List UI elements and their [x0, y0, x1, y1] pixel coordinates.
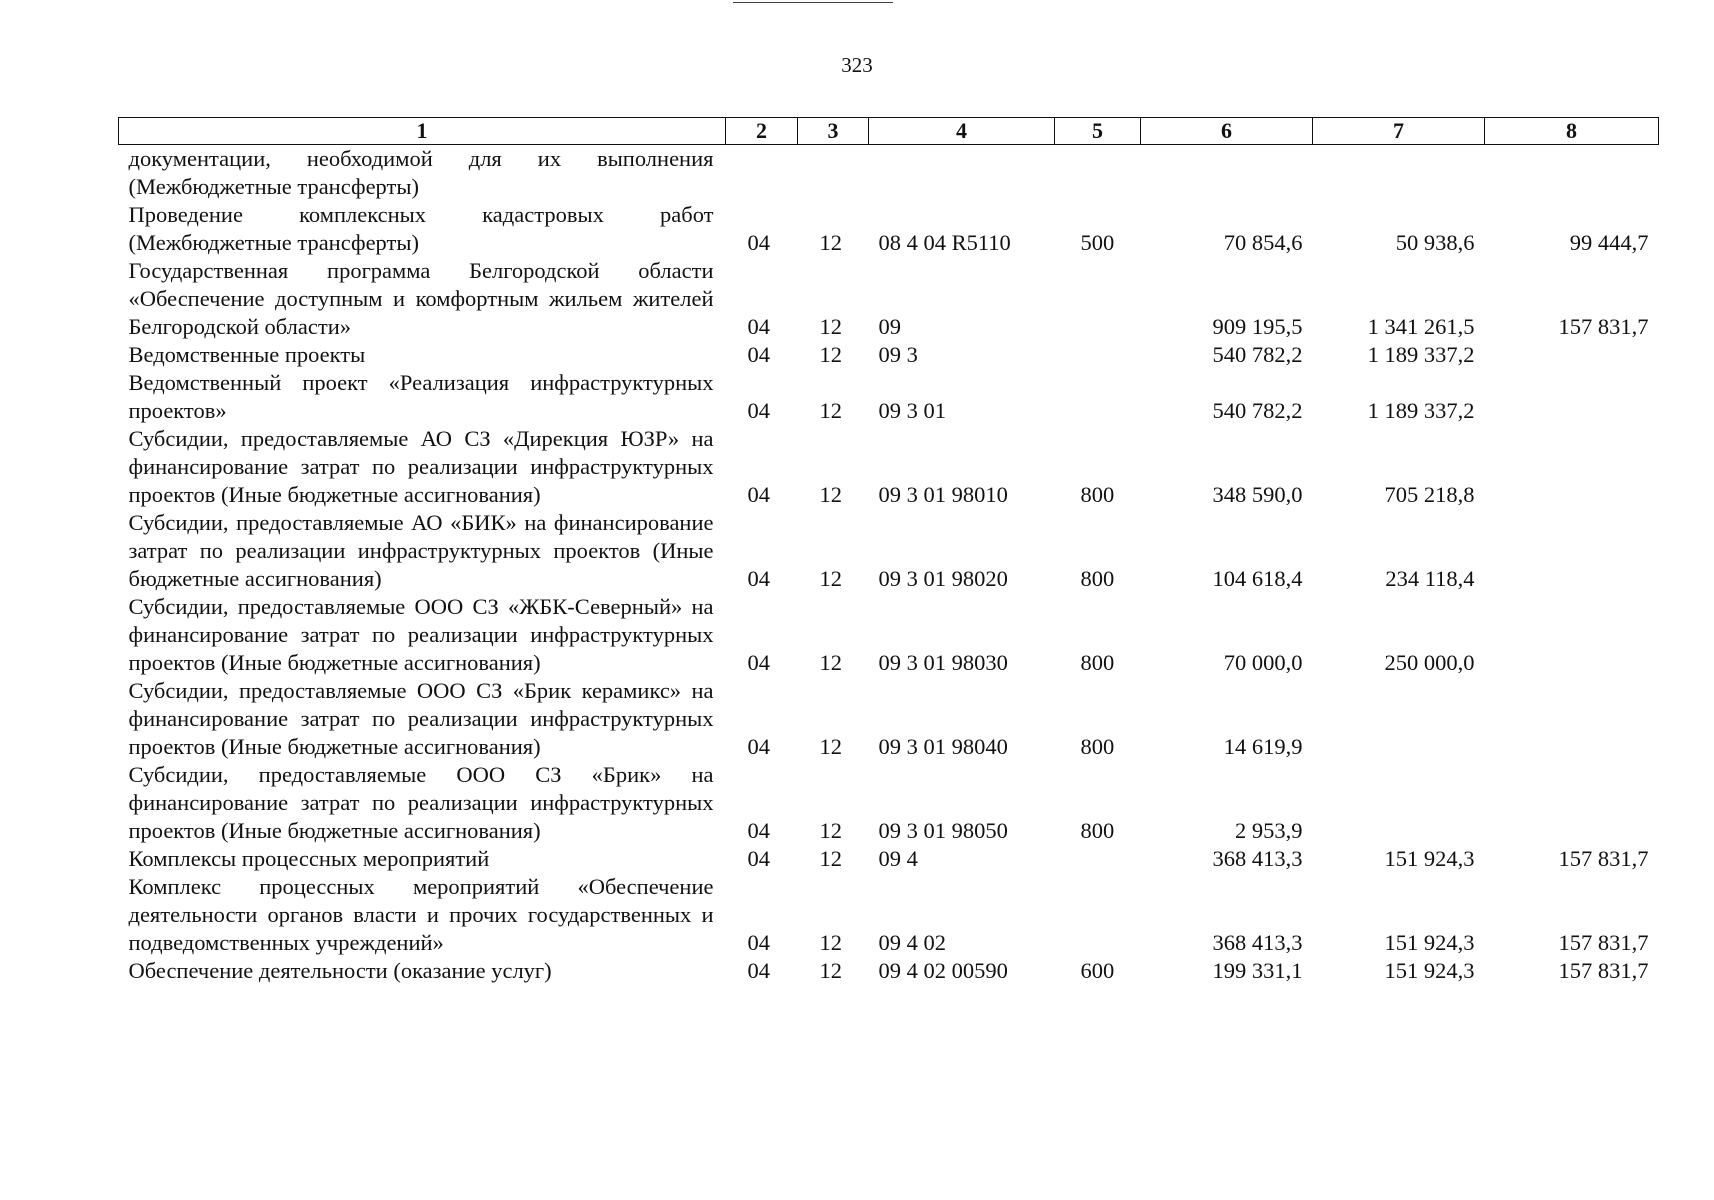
row-amount-8: 157 831,7 — [1558, 958, 1649, 983]
row-expense-type: 800 — [1080, 482, 1115, 507]
row-subsection: 12 — [819, 482, 842, 507]
row-amount-7: 250 000,0 — [1384, 650, 1475, 675]
col-header-8: 8 — [1485, 118, 1659, 145]
row-section: 04 — [747, 846, 770, 871]
row-amount-7 — [1313, 145, 1485, 202]
col-header-2: 2 — [726, 118, 798, 145]
col-header-7: 7 — [1313, 118, 1485, 145]
row-target-code: 09 4 02 — [878, 930, 946, 955]
row-subsection: 12 — [819, 314, 842, 339]
table-row — [119, 257, 1659, 341]
row-amount-6: 368 413,3 — [1212, 930, 1303, 955]
table-row — [119, 677, 1659, 761]
row-name: Обеспечение деятельности (оказание услуг) — [128, 958, 552, 983]
row-amount-6: 70 000,0 — [1223, 650, 1303, 675]
row-subsection: 12 — [819, 342, 842, 367]
row-amount-6: 909 195,5 — [1212, 314, 1303, 339]
row-section: 04 — [747, 230, 770, 255]
row-expense-type: 600 — [1080, 958, 1115, 983]
table-row — [119, 369, 1659, 425]
row-expense-type: 800 — [1080, 734, 1115, 759]
row-amount-6: 348 590,0 — [1212, 482, 1303, 507]
budget-table — [118, 117, 1659, 985]
row-amount-8 — [1485, 677, 1659, 761]
row-target-code: 09 — [878, 314, 901, 339]
row-section: 04 — [747, 650, 770, 675]
row-target-code: 09 3 01 — [878, 398, 946, 423]
row-section: 04 — [747, 482, 770, 507]
row-section: 04 — [747, 398, 770, 423]
row-amount-7: 234 118,4 — [1385, 566, 1475, 591]
row-expense-type — [1055, 873, 1141, 957]
row-amount-7: 705 218,8 — [1384, 482, 1475, 507]
row-amount-7: 151 924,3 — [1384, 958, 1475, 983]
table-row — [119, 145, 1659, 202]
row-amount-8 — [1485, 509, 1659, 593]
row-amount-8: 157 831,7 — [1558, 314, 1649, 339]
row-amount-8 — [1485, 341, 1659, 369]
table-row — [119, 593, 1659, 677]
row-amount-7: 50 938,6 — [1395, 230, 1475, 255]
row-section: 04 — [747, 958, 770, 983]
row-target-code — [869, 145, 1055, 202]
row-name: Ведомственный проект «Реализация инфраструктурных проектов» — [128, 370, 714, 423]
row-amount-7 — [1313, 761, 1485, 845]
row-subsection: 12 — [819, 958, 842, 983]
row-section: 04 — [747, 818, 770, 843]
row-expense-type — [1055, 145, 1141, 202]
row-target-code: 09 3 01 98010 — [878, 482, 1008, 507]
col-header-1: 1 — [119, 118, 726, 145]
row-amount-6: 70 854,6 — [1223, 230, 1303, 255]
row-name: документации, необходимой для их выполнения (Межбюджетные трансферты) — [128, 146, 714, 199]
row-amount-7: 1 189 337,2 — [1367, 342, 1475, 367]
col-header-3: 3 — [798, 118, 869, 145]
row-amount-6: 540 782,2 — [1212, 398, 1303, 423]
row-amount-8 — [1485, 425, 1659, 509]
row-section: 04 — [747, 734, 770, 759]
row-amount-8 — [1485, 761, 1659, 845]
page-number: 323 — [841, 53, 873, 77]
row-subsection: 12 — [819, 818, 842, 843]
row-amount-6: 2 953,9 — [1235, 818, 1303, 843]
row-expense-type — [1055, 341, 1141, 369]
row-expense-type — [1055, 369, 1141, 425]
row-expense-type: 500 — [1080, 230, 1115, 255]
row-subsection: 12 — [819, 230, 842, 255]
row-amount-7: 151 924,3 — [1384, 846, 1475, 871]
row-section — [726, 145, 798, 202]
row-subsection: 12 — [819, 650, 842, 675]
row-subsection: 12 — [819, 930, 842, 955]
row-subsection — [798, 145, 869, 202]
table-row — [119, 957, 1659, 985]
row-amount-7 — [1313, 677, 1485, 761]
row-section: 04 — [747, 342, 770, 367]
row-amount-6 — [1141, 145, 1313, 202]
row-amount-8 — [1485, 145, 1659, 202]
row-section: 04 — [747, 314, 770, 339]
row-amount-6: 199 331,1 — [1212, 958, 1303, 983]
col-header-5: 5 — [1055, 118, 1141, 145]
row-section: 04 — [747, 930, 770, 955]
row-expense-type: 800 — [1080, 566, 1115, 591]
row-target-code: 09 4 02 00590 — [878, 958, 1008, 983]
row-expense-type — [1055, 257, 1141, 341]
row-expense-type: 800 — [1080, 818, 1115, 843]
row-name: Субсидии, предоставляемые АО «БИК» на финансирование затрат по реализации инфраструктурных проектов (Иные бюджетные ассигнования) — [128, 510, 714, 591]
col-header-4: 4 — [869, 118, 1055, 145]
row-name: Субсидии, предоставляемые ООО СЗ «ЖБК-Северный» на финансирование затрат по реализации инфраструктурных проектов (Иные бюджетные ассигнования) — [128, 594, 714, 675]
row-amount-6: 368 413,3 — [1212, 846, 1303, 871]
row-target-code: 09 3 01 98040 — [878, 734, 1008, 759]
row-name: Субсидии, предоставляемые ООО СЗ «Брик» на финансирование затрат по реализации инфраструктурных проектов (Иные бюджетные ассигнования) — [128, 762, 714, 843]
row-amount-6: 14 619,9 — [1223, 734, 1303, 759]
row-subsection: 12 — [819, 398, 842, 423]
table-row — [119, 201, 1659, 257]
row-name: Государственная программа Белгородской области «Обеспечение доступным и комфортным жильем жителей Белгородской области» — [128, 258, 714, 339]
table-row — [119, 509, 1659, 593]
row-target-code: 09 3 01 98030 — [878, 650, 1008, 675]
row-target-code: 09 3 — [878, 342, 918, 367]
row-target-code: 09 3 01 98050 — [878, 818, 1008, 843]
row-target-code: 09 3 01 98020 — [878, 566, 1008, 591]
row-expense-type: 800 — [1080, 650, 1115, 675]
row-name: Субсидии, предоставляемые ООО СЗ «Брик керамикс» на финансирование затрат по реализации инфраструктурных проектов (Иные бюджетные ассигнования) — [128, 678, 714, 759]
row-section: 04 — [747, 566, 770, 591]
row-target-code: 09 4 — [878, 846, 918, 871]
row-amount-7: 151 924,3 — [1384, 930, 1475, 955]
row-subsection: 12 — [819, 566, 842, 591]
row-amount-7: 1 341 261,5 — [1367, 314, 1475, 339]
row-target-code: 08 4 04 R5110 — [878, 230, 1011, 255]
table-row — [119, 873, 1659, 957]
row-amount-8 — [1485, 369, 1659, 425]
row-amount-8: 157 831,7 — [1558, 846, 1649, 871]
row-subsection: 12 — [819, 846, 842, 871]
row-name: Субсидии, предоставляемые АО СЗ «Дирекция ЮЗР» на финансирование затрат по реализации инфраструктурных проектов (Иные бюджетные ассигнования) — [128, 426, 714, 507]
row-amount-6: 540 782,2 — [1212, 342, 1303, 367]
row-amount-6: 104 618,4 — [1212, 566, 1303, 591]
row-subsection: 12 — [819, 734, 842, 759]
table-row — [119, 761, 1659, 845]
table-row — [119, 425, 1659, 509]
row-amount-7: 1 189 337,2 — [1367, 398, 1475, 423]
row-name: Ведомственные проекты — [128, 342, 366, 367]
row-amount-8 — [1485, 593, 1659, 677]
top-rule — [733, 2, 893, 3]
row-name: Комплекс процессных мероприятий «Обеспечение деятельности органов власти и прочих государственных и подведомственных учреждений» — [128, 874, 714, 955]
row-expense-type — [1055, 845, 1141, 873]
table-row — [119, 845, 1659, 873]
row-name: Комплексы процессных мероприятий — [128, 846, 490, 871]
row-name: Проведение комплексных кадастровых работ (Межбюджетные трансферты) — [128, 202, 714, 255]
header-row — [119, 118, 1659, 145]
col-header-6: 6 — [1141, 118, 1313, 145]
table-row — [119, 341, 1659, 369]
row-amount-8: 99 444,7 — [1569, 230, 1649, 255]
row-amount-8: 157 831,7 — [1558, 930, 1649, 955]
